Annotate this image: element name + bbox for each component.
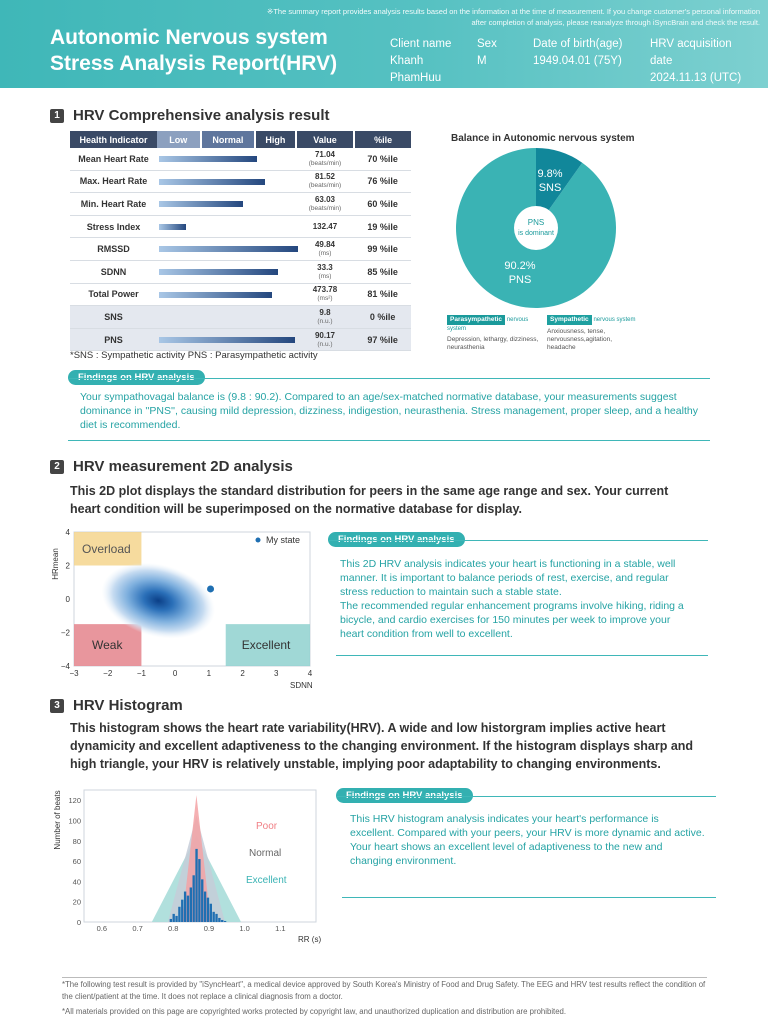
section-3-heading bbox=[50, 697, 183, 714]
indicator-pctile: 81 %ile bbox=[354, 283, 411, 306]
indicator-bar bbox=[159, 337, 295, 343]
table-row bbox=[70, 170, 411, 193]
indicator-value: 473.78 bbox=[312, 285, 338, 295]
para-tag: Parasympathetic bbox=[447, 315, 505, 325]
indicator-bar bbox=[159, 156, 257, 162]
hrv-histogram bbox=[48, 782, 328, 947]
indicator-unit: (n.u.) bbox=[317, 340, 333, 348]
indicator-unit: (ms) bbox=[318, 250, 332, 258]
my-state-point bbox=[207, 585, 214, 592]
table-row bbox=[70, 260, 411, 283]
excellent-label: Excellent bbox=[241, 638, 291, 653]
indicator-pctile: 19 %ile bbox=[354, 215, 411, 238]
indicator-bar-cell bbox=[157, 170, 296, 193]
acq-label-2: date bbox=[650, 55, 673, 67]
indicator-bar-cell bbox=[157, 148, 296, 170]
y-tick-label: 20 bbox=[72, 897, 81, 907]
indicator-unit: (n.u.) bbox=[317, 317, 333, 325]
indicator-value-cell bbox=[296, 148, 355, 170]
y-tick-label: 0 bbox=[76, 918, 81, 927]
findings-text-2: This 2D HRV analysis indicates your heart is functioning in a stable, well manner. It is important to balance periods of rest, exercise, and regular stress reduction to maintain such a stable state. The recommended regular enhancement programs involve hiking, riding a bicycle, and cardio exercises for 150 minutes per week to improve your heart condition from well to excellent. bbox=[340, 558, 684, 640]
table-row bbox=[70, 148, 411, 170]
section-title: HRV measurement 2D analysis bbox=[73, 458, 293, 475]
indicator-bar-cell bbox=[157, 215, 296, 238]
histogram-bar bbox=[175, 916, 177, 922]
report-header bbox=[0, 0, 768, 88]
histogram-bar bbox=[190, 887, 192, 922]
section-2-heading bbox=[50, 458, 293, 475]
x-tick-label: 1.0 bbox=[239, 924, 250, 933]
indicator-pctile: 70 %ile bbox=[354, 148, 411, 170]
indicator-pctile: 76 %ile bbox=[354, 170, 411, 193]
indicator-value-cell bbox=[296, 238, 355, 261]
histogram-bar bbox=[210, 904, 212, 922]
legend-dot bbox=[256, 538, 261, 543]
dob-value: 1949.04.01 (75Y) bbox=[533, 55, 622, 67]
indicator-value-cell bbox=[296, 215, 355, 238]
weak-label: Weak bbox=[92, 638, 123, 653]
histogram-bar bbox=[193, 875, 195, 922]
findings-text-1: Your sympathovagal balance is (9.8 : 90.2). Compared to an age/sex-matched normative database, your measurements suggest dominance in ''PNS'', causing mild depression, dizziness, indigestion, neurasthenia. Stress management, proper sleep, and a healthy diet is recommended. bbox=[80, 391, 698, 431]
x-axis-label: RR (s) bbox=[298, 935, 322, 944]
acq-label bbox=[650, 36, 732, 70]
sns-pns-note: *SNS : Sympathetic activity PNS : Parasympathetic activity bbox=[70, 350, 318, 361]
client-name-label: Client name bbox=[390, 38, 452, 50]
indicator-value: 90.17 bbox=[314, 330, 335, 340]
x-tick-label: 1 bbox=[206, 669, 212, 678]
x-tick-label: 0.7 bbox=[132, 924, 143, 933]
footer-line-1: *The following test result is provided by "iSyncHeart", a medical device approved by South Korea's Ministry of Food and Drug Safety. The EEG and HRV test results reflect the condition of the client/patient at the time. It does not replace a clinical diagnosis from a doctor. bbox=[62, 980, 706, 1001]
pie-center bbox=[514, 206, 558, 250]
x-tick-label: −2 bbox=[103, 669, 113, 678]
indicator-name: Total Power bbox=[70, 283, 157, 306]
indicator-pctile: 99 %ile bbox=[354, 238, 411, 261]
indicator-unit: (beats/min) bbox=[308, 182, 342, 190]
section-1-heading bbox=[50, 107, 330, 124]
x-tick-label: 0.6 bbox=[96, 924, 108, 933]
dob-label: Date of birth(age) bbox=[533, 38, 623, 50]
table-header-row bbox=[70, 131, 411, 148]
indicator-value: 49.84 bbox=[314, 240, 335, 250]
table-row bbox=[70, 215, 411, 238]
symp-tag: Sympathetic bbox=[547, 315, 592, 325]
col-indicator: Health Indicator bbox=[70, 131, 157, 148]
y-tick-label: 100 bbox=[68, 816, 81, 826]
indicator-bar-cell bbox=[157, 283, 296, 306]
indicator-value-cell bbox=[296, 283, 355, 306]
histogram-bar bbox=[181, 900, 183, 922]
y-axis-label: Number of beats bbox=[53, 790, 62, 850]
header-notice: ※The summary report provides analysis results based on the information at the time of measurement. If you change customer's personal information after completion of analysis, please reanalyze through iSyncBrain and check the result. bbox=[267, 7, 760, 27]
histogram-bar bbox=[187, 896, 189, 922]
histogram-bar bbox=[224, 921, 226, 922]
ans-balance-pie bbox=[440, 145, 630, 315]
indicator-name: Mean Heart Rate bbox=[70, 148, 157, 170]
y-tick-label: −4 bbox=[60, 662, 70, 671]
indicator-unit: (beats/min) bbox=[308, 159, 342, 167]
indicator-pctile: 0 %ile bbox=[354, 306, 411, 329]
findings-top-line-3 bbox=[336, 796, 716, 797]
histogram-bar bbox=[221, 920, 223, 922]
indicator-bar bbox=[159, 246, 298, 252]
col-high: High bbox=[255, 131, 295, 148]
findings-bottom-line-3 bbox=[342, 897, 716, 898]
section-number: 3 bbox=[50, 699, 64, 713]
findings-top-line-1 bbox=[68, 378, 710, 379]
indicator-pctile: 85 %ile bbox=[354, 260, 411, 283]
table-row bbox=[70, 306, 411, 329]
x-tick-label: −3 bbox=[69, 669, 79, 678]
pie-center-line-1: PNS bbox=[527, 218, 545, 227]
title-line-1: Autonomic Nervous system bbox=[50, 26, 328, 49]
footer-divider bbox=[62, 977, 707, 978]
histogram-bar bbox=[201, 879, 203, 922]
findings-bottom-line-1 bbox=[68, 440, 710, 441]
client-name-value bbox=[390, 53, 441, 87]
hrv-2d-plot bbox=[48, 524, 323, 689]
indicator-bar bbox=[159, 201, 243, 207]
table-row bbox=[70, 328, 411, 351]
client-name-first: Khanh bbox=[390, 55, 424, 67]
indicator-value: 81.52 bbox=[314, 172, 335, 182]
footer-line-2: *All materials provided on this page are copyrighted works protected by copyright law, and unauthorized duplication and distribution are prohibited. bbox=[62, 1007, 567, 1016]
section-title: HRV Comprehensive analysis result bbox=[73, 107, 330, 124]
symp-legend bbox=[547, 315, 637, 352]
indicator-bar-cell bbox=[157, 306, 296, 329]
indicator-name: Max. Heart Rate bbox=[70, 170, 157, 193]
indicator-bar-cell bbox=[157, 193, 296, 216]
col-value: Value bbox=[296, 131, 355, 148]
indicator-value: 132.47 bbox=[312, 222, 338, 232]
section-number: 1 bbox=[50, 109, 64, 123]
findings-text-3: This HRV histogram analysis indicates your heart's performance is excellent. Compared with your peers, your HRV is more dynamic and active. Your heart shows an excellent level of adaptiveness to the new and changing environment. bbox=[350, 813, 705, 867]
sns-pct: 9.8% bbox=[537, 168, 563, 180]
indicator-name: Stress Index bbox=[70, 215, 157, 238]
pns-pct: 90.2% bbox=[504, 260, 536, 272]
x-tick-label: 0.8 bbox=[168, 924, 179, 933]
x-tick-label: 4 bbox=[307, 669, 313, 678]
sns-label: SNS bbox=[538, 182, 562, 194]
x-tick-label: 0 bbox=[172, 669, 178, 678]
acq-label-1: HRV acquisition bbox=[650, 38, 732, 50]
col-pctile: %ile bbox=[354, 131, 411, 148]
para-legend bbox=[447, 315, 542, 352]
y-tick-label: 2 bbox=[65, 561, 70, 571]
histogram-bar bbox=[207, 898, 209, 922]
indicator-value-cell bbox=[296, 328, 355, 351]
x-tick-label: −1 bbox=[136, 669, 146, 678]
indicator-name: Min. Heart Rate bbox=[70, 193, 157, 216]
findings-bottom-line-2 bbox=[336, 655, 708, 656]
histogram-bar bbox=[178, 907, 180, 922]
symp-desc: Anxiousness, tense, nervousness,agitation, headache bbox=[547, 328, 613, 351]
x-tick-label: 3 bbox=[274, 669, 279, 678]
x-axis-label: SDNN bbox=[290, 681, 313, 689]
indicator-value-cell bbox=[296, 170, 355, 193]
indicator-bar-cell bbox=[157, 260, 296, 283]
findings-top-line-2 bbox=[328, 540, 708, 541]
sex-value: M bbox=[477, 55, 487, 67]
para-desc: Depression, lethargy, dizziness, neurasthenia bbox=[447, 336, 539, 351]
indicator-value: 63.03 bbox=[314, 194, 335, 204]
y-tick-label: 40 bbox=[72, 877, 81, 887]
col-low: Low bbox=[157, 131, 201, 148]
histogram-bar bbox=[204, 892, 206, 922]
y-tick-label: 80 bbox=[72, 836, 81, 846]
indicator-name: SDNN bbox=[70, 260, 157, 283]
indicator-unit: (beats/min) bbox=[308, 204, 342, 212]
indicator-unit: (ms) bbox=[318, 272, 332, 280]
table-row bbox=[70, 238, 411, 261]
legend-my-state: My state bbox=[266, 535, 301, 545]
table-row bbox=[70, 193, 411, 216]
indicator-unit: (ms²) bbox=[317, 295, 333, 303]
indicator-value-cell bbox=[296, 260, 355, 283]
client-name-last: PhamHuu bbox=[390, 72, 442, 84]
y-tick-label: 60 bbox=[72, 857, 81, 867]
title-line-2: Stress Analysis Report(HRV) bbox=[50, 52, 338, 75]
histogram-bar bbox=[212, 912, 214, 922]
y-tick-label: 0 bbox=[65, 595, 70, 604]
poor-label: Poor bbox=[256, 821, 278, 832]
pie-title: Balance in Autonomic nervous system bbox=[451, 133, 635, 144]
histogram-bar bbox=[173, 914, 175, 922]
histogram-bar bbox=[218, 918, 220, 922]
indicator-value: 33.3 bbox=[317, 262, 333, 272]
indicator-value-cell bbox=[296, 306, 355, 329]
para-sub: nervous system bbox=[447, 317, 529, 332]
col-normal: Normal bbox=[201, 131, 256, 148]
x-tick-label: 1.1 bbox=[275, 924, 286, 933]
indicator-value: 9.8 bbox=[319, 307, 331, 317]
symp-sub: nervous system bbox=[593, 317, 636, 323]
indicator-bar bbox=[159, 224, 186, 230]
hrv-indicator-table bbox=[70, 131, 411, 351]
y-tick-label: 4 bbox=[65, 528, 70, 537]
histogram-bar bbox=[195, 849, 197, 922]
overload-label: Overload bbox=[82, 541, 131, 556]
indicator-value-cell bbox=[296, 193, 355, 216]
indicator-name: SNS bbox=[70, 306, 157, 329]
y-tick-label: 120 bbox=[68, 796, 81, 806]
footer bbox=[62, 979, 712, 1018]
section-title: HRV Histogram bbox=[73, 697, 183, 714]
indicator-name: PNS bbox=[70, 328, 157, 351]
indicator-value: 71.04 bbox=[314, 149, 335, 159]
x-tick-label: 0.9 bbox=[203, 924, 215, 933]
histogram-bar bbox=[184, 892, 186, 922]
sex-label: Sex bbox=[477, 38, 497, 50]
normal-label: Normal bbox=[249, 848, 282, 859]
y-axis-label: HRmean bbox=[51, 548, 60, 580]
indicator-pctile: 60 %ile bbox=[354, 193, 411, 216]
acq-value: 2024.11.13 (UTC) bbox=[650, 72, 742, 84]
indicator-bar bbox=[159, 292, 272, 298]
y-tick-label: −2 bbox=[60, 628, 70, 638]
table-row bbox=[70, 283, 411, 306]
indicator-pctile: 97 %ile bbox=[354, 328, 411, 351]
section-2-desc: This 2D plot displays the standard distribution for peers in the same age range and sex. Your current heart condition will be superimposed on the normative database for display. bbox=[70, 484, 669, 516]
indicator-bar-cell bbox=[157, 238, 296, 261]
indicator-bar bbox=[159, 269, 278, 275]
excellent-label: Excellent bbox=[246, 875, 287, 886]
indicator-bar-cell bbox=[157, 328, 296, 351]
pie-center-line-2: is dominant bbox=[518, 230, 554, 237]
section-3-desc: This histogram shows the heart rate variability(HRV). A wide and low historgram implies active heart dynamicity and excellent adaptiveness to the changing environment. If the histogram displays sharp and high triangle, your HRV is relatively unstable, implying poor adaptability to changing environments. bbox=[70, 721, 694, 771]
section-number: 2 bbox=[50, 460, 64, 474]
indicator-name: RMSSD bbox=[70, 238, 157, 261]
histogram-bar bbox=[170, 919, 172, 922]
report-title bbox=[50, 25, 337, 77]
indicator-bar bbox=[159, 179, 265, 185]
pns-label: PNS bbox=[508, 274, 532, 286]
histogram-bar bbox=[198, 859, 200, 922]
x-tick-label: 2 bbox=[240, 669, 245, 678]
histogram-bar bbox=[215, 914, 217, 922]
